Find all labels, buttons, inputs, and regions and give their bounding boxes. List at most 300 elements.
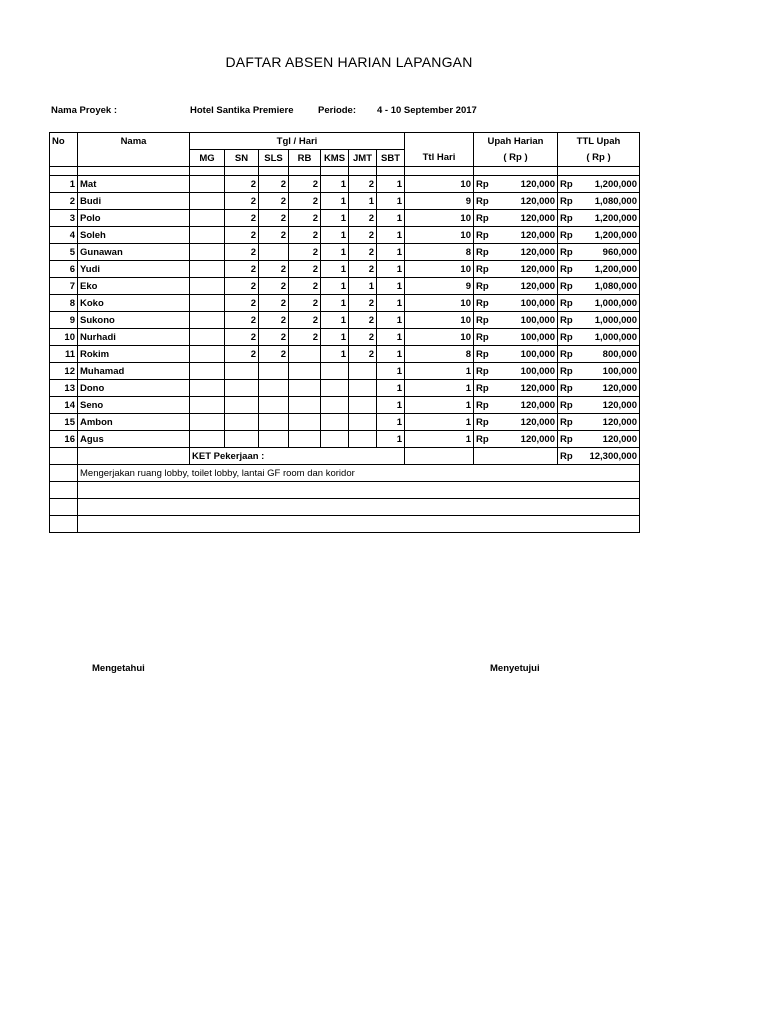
row-nama: Yudi — [78, 261, 190, 278]
row-day-value: 2 — [259, 193, 289, 210]
row-day-value: 2 — [349, 244, 377, 261]
row-day-value: 2 — [259, 329, 289, 346]
row-day-value: 1 — [321, 261, 349, 278]
row-upah-harian — [474, 176, 558, 193]
row-day-value — [190, 193, 225, 210]
currency-label: Rp — [560, 280, 573, 292]
table-row — [50, 193, 640, 210]
header-ttl-hari-top — [405, 133, 474, 150]
sign-mengetahui: Mengetahui — [92, 663, 145, 674]
row-day-value: 2 — [225, 329, 259, 346]
header-tgl-hari: Tgl / Hari — [190, 133, 405, 150]
row-upah-harian — [474, 261, 558, 278]
row-day-value — [190, 346, 225, 363]
ket-description-row — [50, 465, 640, 482]
row-no: 8 — [50, 295, 78, 312]
total-value: 1,200,000 — [594, 263, 637, 275]
row-upah-harian — [474, 329, 558, 346]
row-day-value — [289, 346, 321, 363]
row-day-value: 2 — [289, 210, 321, 227]
header-day-mg: MG — [190, 150, 225, 167]
row-day-value — [321, 380, 349, 397]
ket-description-row — [50, 516, 640, 533]
total-value: 1,000,000 — [594, 314, 637, 326]
row-day-value — [289, 414, 321, 431]
ket-empty-upah — [474, 448, 558, 465]
row-nama: Eko — [78, 278, 190, 295]
row-day-value: 1 — [321, 227, 349, 244]
header-day-sn: SN — [225, 150, 259, 167]
desc-no — [50, 482, 78, 499]
row-day-value: 1 — [349, 278, 377, 295]
row-day-value: 1 — [377, 193, 405, 210]
row-upah-harian — [474, 193, 558, 210]
table-row — [50, 312, 640, 329]
row-day-value — [289, 380, 321, 397]
header-row-2 — [50, 150, 640, 167]
desc-end — [558, 516, 640, 533]
ket-empty-no — [50, 448, 78, 465]
row-ttl-hari: 10 — [405, 329, 474, 346]
period-label: Periode: — [318, 105, 357, 116]
row-nama: Soleh — [78, 227, 190, 244]
currency-label: Rp — [476, 314, 489, 326]
row-day-value — [321, 397, 349, 414]
row-day-value — [289, 397, 321, 414]
row-ttl-upah — [558, 278, 640, 295]
currency-label: Rp — [560, 178, 573, 190]
row-no: 14 — [50, 397, 78, 414]
row-day-value: 2 — [289, 329, 321, 346]
row-no: 5 — [50, 244, 78, 261]
row-day-value: 2 — [225, 210, 259, 227]
row-no: 1 — [50, 176, 78, 193]
period-value: 4 - 10 September 2017 — [377, 105, 477, 116]
row-day-value — [190, 227, 225, 244]
ket-empty-nama — [78, 448, 190, 465]
row-upah-harian — [474, 363, 558, 380]
row-day-value — [190, 261, 225, 278]
row-day-value — [259, 431, 289, 448]
total-value: 1,080,000 — [594, 195, 637, 207]
total-value: 120,000 — [602, 433, 637, 445]
row-day-value — [190, 329, 225, 346]
row-day-value: 2 — [225, 261, 259, 278]
row-day-value: 1 — [377, 329, 405, 346]
currency-label: Rp — [560, 348, 573, 360]
row-upah-harian — [474, 278, 558, 295]
row-day-value — [190, 312, 225, 329]
desc-end — [558, 465, 640, 482]
upah-value: 120,000 — [520, 263, 555, 275]
total-value: 1,080,000 — [594, 280, 637, 292]
row-ttl-hari: 9 — [405, 278, 474, 295]
grand-total — [558, 448, 640, 465]
row-day-value: 1 — [377, 363, 405, 380]
currency-label: Rp — [476, 195, 489, 207]
row-day-value — [190, 176, 225, 193]
row-day-value: 2 — [289, 244, 321, 261]
row-day-value — [225, 363, 259, 380]
currency-label: Rp — [476, 263, 489, 275]
header-ttl-unit: ( Rp ) — [558, 150, 640, 167]
upah-value: 120,000 — [520, 280, 555, 292]
row-day-value: 2 — [289, 295, 321, 312]
row-day-value: 1 — [321, 193, 349, 210]
row-day-value: 2 — [349, 261, 377, 278]
row-no: 4 — [50, 227, 78, 244]
header-ttl-hari: Ttl Hari — [405, 150, 474, 167]
row-ttl-upah — [558, 244, 640, 261]
table-row — [50, 244, 640, 261]
upah-value: 120,000 — [520, 212, 555, 224]
currency-label: Rp — [560, 195, 573, 207]
currency-label: Rp — [560, 433, 573, 445]
row-nama: Gunawan — [78, 244, 190, 261]
row-nama: Budi — [78, 193, 190, 210]
row-ttl-upah — [558, 363, 640, 380]
table-row — [50, 380, 640, 397]
row-day-value — [190, 295, 225, 312]
row-upah-harian — [474, 380, 558, 397]
header-day-jmt: JMT — [349, 150, 377, 167]
row-no: 11 — [50, 346, 78, 363]
total-value: 1,200,000 — [594, 229, 637, 241]
total-value: 960,000 — [602, 246, 637, 258]
row-ttl-hari: 10 — [405, 227, 474, 244]
row-day-value — [190, 244, 225, 261]
ket-row — [50, 448, 640, 465]
row-day-value: 1 — [321, 329, 349, 346]
currency-label: Rp — [476, 331, 489, 343]
row-day-value: 1 — [377, 278, 405, 295]
upah-value: 100,000 — [520, 314, 555, 326]
row-ttl-hari: 9 — [405, 193, 474, 210]
row-day-value — [349, 363, 377, 380]
desc-text: Mengerjakan ruang lobby, toilet lobby, lantai GF room dan koridor — [78, 465, 405, 482]
row-upah-harian — [474, 227, 558, 244]
row-ttl-hari: 8 — [405, 346, 474, 363]
row-day-value: 2 — [259, 312, 289, 329]
row-day-value: 2 — [225, 193, 259, 210]
row-no: 3 — [50, 210, 78, 227]
project-value: Hotel Santika Premiere — [190, 105, 294, 116]
row-day-value: 2 — [225, 227, 259, 244]
row-day-value: 1 — [377, 244, 405, 261]
row-day-value: 1 — [377, 210, 405, 227]
desc-end — [558, 482, 640, 499]
row-no: 6 — [50, 261, 78, 278]
page-title: DAFTAR ABSEN HARIAN LAPANGAN — [225, 54, 473, 70]
desc-mid — [405, 499, 558, 516]
row-no: 16 — [50, 431, 78, 448]
table-row — [50, 363, 640, 380]
row-day-value: 2 — [349, 346, 377, 363]
row-day-value — [259, 244, 289, 261]
currency-label: Rp — [560, 382, 573, 394]
upah-value: 120,000 — [520, 229, 555, 241]
row-day-value — [190, 414, 225, 431]
row-day-value: 2 — [289, 176, 321, 193]
row-day-value — [259, 414, 289, 431]
upah-value: 120,000 — [520, 416, 555, 428]
table-row — [50, 295, 640, 312]
sign-menyetujui: Menyetujui — [490, 663, 540, 674]
row-nama: Rokim — [78, 346, 190, 363]
currency-label: Rp — [476, 246, 489, 258]
table-row — [50, 261, 640, 278]
row-upah-harian — [474, 431, 558, 448]
row-day-value: 2 — [289, 278, 321, 295]
row-ttl-hari: 1 — [405, 431, 474, 448]
header-no: No — [50, 133, 78, 150]
total-value: 1,200,000 — [594, 212, 637, 224]
upah-value: 120,000 — [520, 178, 555, 190]
desc-end — [558, 499, 640, 516]
header-nama: Nama — [78, 133, 190, 150]
row-day-value: 1 — [377, 431, 405, 448]
table-row — [50, 210, 640, 227]
row-day-value — [259, 363, 289, 380]
currency-label: Rp — [476, 433, 489, 445]
row-day-value — [190, 210, 225, 227]
row-day-value — [321, 431, 349, 448]
spacer-row — [50, 167, 640, 176]
table-row — [50, 346, 640, 363]
header-upah-harian: Upah Harian — [474, 133, 558, 150]
row-day-value — [259, 380, 289, 397]
header-row-1 — [50, 133, 640, 150]
total-value: 120,000 — [602, 399, 637, 411]
row-no: 10 — [50, 329, 78, 346]
upah-value: 120,000 — [520, 246, 555, 258]
row-day-value: 1 — [321, 312, 349, 329]
row-ttl-upah — [558, 397, 640, 414]
row-day-value: 1 — [377, 312, 405, 329]
currency-label: Rp — [476, 229, 489, 241]
row-day-value: 2 — [259, 227, 289, 244]
ket-description-row — [50, 499, 640, 516]
row-day-value: 1 — [377, 380, 405, 397]
upah-value: 120,000 — [520, 195, 555, 207]
row-day-value: 2 — [225, 312, 259, 329]
row-ttl-upah — [558, 261, 640, 278]
upah-value: 120,000 — [520, 382, 555, 394]
row-day-value — [190, 380, 225, 397]
row-upah-harian — [474, 295, 558, 312]
desc-no — [50, 516, 78, 533]
currency-label: Rp — [560, 365, 573, 377]
header-ttl-upah: TTL Upah — [558, 133, 640, 150]
row-ttl-upah — [558, 329, 640, 346]
row-day-value — [190, 363, 225, 380]
total-value: 1,200,000 — [594, 178, 637, 190]
upah-value: 120,000 — [520, 433, 555, 445]
row-upah-harian — [474, 312, 558, 329]
row-day-value — [225, 397, 259, 414]
row-ttl-hari: 10 — [405, 295, 474, 312]
currency-label: Rp — [560, 263, 573, 275]
row-ttl-hari: 10 — [405, 261, 474, 278]
desc-text — [78, 499, 405, 516]
row-ttl-upah — [558, 312, 640, 329]
ket-empty-ttl — [405, 448, 474, 465]
row-day-value: 2 — [349, 295, 377, 312]
header-upah-unit: ( Rp ) — [474, 150, 558, 167]
currency-label: Rp — [560, 450, 573, 462]
row-day-value: 1 — [321, 278, 349, 295]
table-row — [50, 431, 640, 448]
row-no: 13 — [50, 380, 78, 397]
row-nama: Koko — [78, 295, 190, 312]
row-nama: Ambon — [78, 414, 190, 431]
currency-label: Rp — [476, 348, 489, 360]
row-day-value: 1 — [377, 346, 405, 363]
header-day-kms: KMS — [321, 150, 349, 167]
row-ttl-upah — [558, 210, 640, 227]
row-ttl-upah — [558, 295, 640, 312]
row-ttl-hari: 10 — [405, 312, 474, 329]
desc-mid — [405, 465, 558, 482]
row-day-value: 2 — [225, 244, 259, 261]
currency-label: Rp — [476, 365, 489, 377]
header-day-sls: SLS — [259, 150, 289, 167]
row-day-value: 2 — [349, 329, 377, 346]
desc-no — [50, 499, 78, 516]
currency-label: Rp — [476, 382, 489, 394]
row-day-value: 1 — [321, 295, 349, 312]
row-nama: Dono — [78, 380, 190, 397]
desc-text — [78, 482, 405, 499]
table-row — [50, 397, 640, 414]
row-ttl-hari: 1 — [405, 363, 474, 380]
row-nama: Polo — [78, 210, 190, 227]
row-nama: Muhamad — [78, 363, 190, 380]
row-day-value: 2 — [289, 261, 321, 278]
row-ttl-hari: 8 — [405, 244, 474, 261]
table-row — [50, 329, 640, 346]
table-row — [50, 278, 640, 295]
ket-description-row — [50, 482, 640, 499]
row-ttl-upah — [558, 414, 640, 431]
currency-label: Rp — [476, 178, 489, 190]
row-upah-harian — [474, 397, 558, 414]
row-day-value — [321, 414, 349, 431]
row-day-value — [225, 414, 259, 431]
row-day-value: 2 — [225, 346, 259, 363]
row-ttl-upah — [558, 176, 640, 193]
row-day-value: 2 — [259, 210, 289, 227]
row-day-value: 1 — [349, 193, 377, 210]
currency-label: Rp — [560, 331, 573, 343]
row-ttl-upah — [558, 380, 640, 397]
table-row — [50, 227, 640, 244]
total-value: 1,000,000 — [594, 331, 637, 343]
row-nama: Agus — [78, 431, 190, 448]
currency-label: Rp — [476, 416, 489, 428]
row-day-value: 2 — [349, 227, 377, 244]
row-day-value: 2 — [225, 278, 259, 295]
row-nama: Sukono — [78, 312, 190, 329]
currency-label: Rp — [560, 229, 573, 241]
row-day-value: 1 — [377, 295, 405, 312]
row-day-value — [349, 414, 377, 431]
row-day-value: 1 — [321, 346, 349, 363]
row-day-value — [190, 278, 225, 295]
row-day-value: 1 — [321, 176, 349, 193]
row-ttl-hari: 1 — [405, 397, 474, 414]
currency-label: Rp — [476, 399, 489, 411]
currency-label: Rp — [476, 212, 489, 224]
row-nama: Seno — [78, 397, 190, 414]
row-nama: Nurhadi — [78, 329, 190, 346]
row-day-value: 1 — [377, 397, 405, 414]
row-day-value: 1 — [321, 244, 349, 261]
row-day-value — [259, 397, 289, 414]
grand-total-value: 12,300,000 — [589, 450, 637, 462]
desc-mid — [405, 516, 558, 533]
row-day-value: 2 — [259, 261, 289, 278]
row-day-value: 1 — [377, 176, 405, 193]
row-day-value: 2 — [259, 278, 289, 295]
desc-text — [78, 516, 405, 533]
currency-label: Rp — [560, 297, 573, 309]
currency-label: Rp — [560, 246, 573, 258]
row-day-value: 1 — [377, 261, 405, 278]
project-label: Nama Proyek : — [51, 105, 118, 116]
row-ttl-hari: 10 — [405, 176, 474, 193]
currency-label: Rp — [560, 399, 573, 411]
row-day-value — [349, 431, 377, 448]
upah-value: 100,000 — [520, 365, 555, 377]
row-day-value: 2 — [259, 176, 289, 193]
row-day-value: 2 — [225, 295, 259, 312]
row-day-value — [225, 380, 259, 397]
upah-value: 100,000 — [520, 331, 555, 343]
currency-label: Rp — [560, 416, 573, 428]
currency-label: Rp — [476, 280, 489, 292]
row-day-value: 2 — [289, 227, 321, 244]
row-day-value: 2 — [349, 176, 377, 193]
row-day-value — [289, 363, 321, 380]
total-value: 120,000 — [602, 382, 637, 394]
row-ttl-hari: 10 — [405, 210, 474, 227]
row-no: 15 — [50, 414, 78, 431]
upah-value: 120,000 — [520, 399, 555, 411]
row-no: 9 — [50, 312, 78, 329]
row-ttl-upah — [558, 346, 640, 363]
row-day-value: 1 — [377, 414, 405, 431]
row-day-value: 2 — [259, 346, 289, 363]
row-day-value: 2 — [289, 312, 321, 329]
row-day-value: 1 — [377, 227, 405, 244]
header-day-rb: RB — [289, 150, 321, 167]
row-day-value — [190, 431, 225, 448]
total-value: 100,000 — [602, 365, 637, 377]
currency-label: Rp — [560, 212, 573, 224]
row-day-value — [349, 380, 377, 397]
row-day-value — [321, 363, 349, 380]
desc-mid — [405, 482, 558, 499]
row-day-value: 2 — [349, 210, 377, 227]
row-ttl-upah — [558, 227, 640, 244]
header-no-bottom — [50, 150, 78, 167]
row-day-value: 2 — [259, 295, 289, 312]
row-day-value: 2 — [349, 312, 377, 329]
upah-value: 100,000 — [520, 348, 555, 360]
row-day-value — [349, 397, 377, 414]
row-upah-harian — [474, 210, 558, 227]
